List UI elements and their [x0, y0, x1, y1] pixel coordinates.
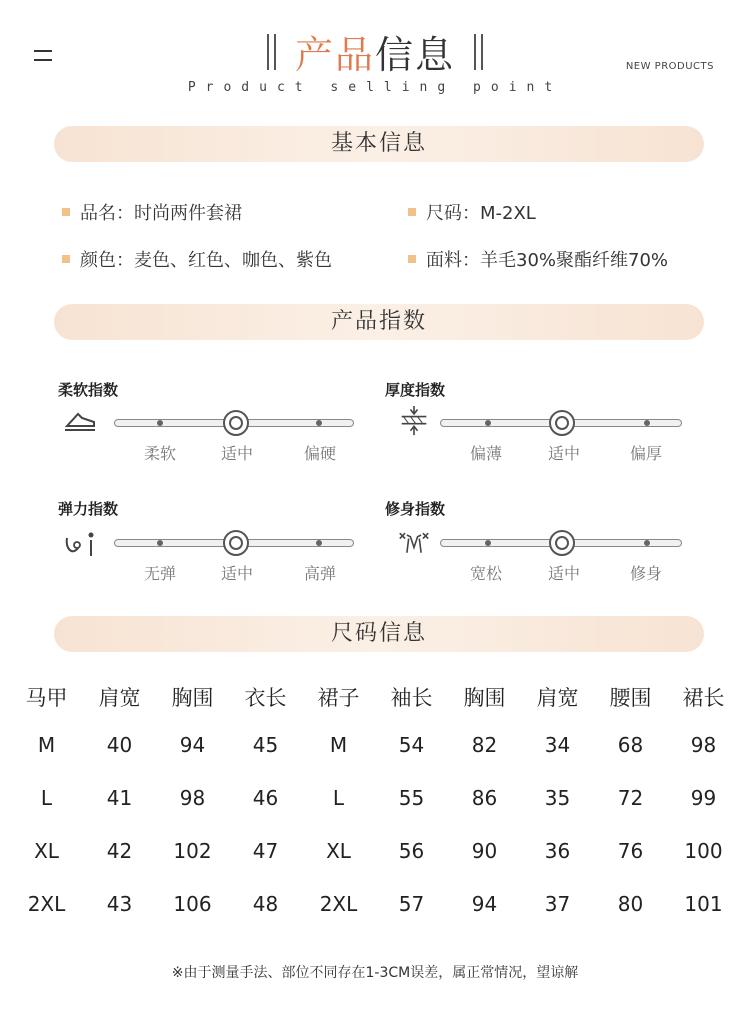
table-cell: 34 — [544, 732, 571, 757]
slider-knob — [223, 530, 249, 556]
table-cell: 55 — [398, 785, 425, 810]
slider-dot — [316, 420, 322, 426]
bullet-icon — [408, 255, 416, 263]
scale-label: 偏厚 — [629, 444, 662, 463]
scale-label: 适中 — [220, 444, 253, 463]
table-cell: 54 — [398, 732, 425, 757]
slider-dot — [644, 420, 650, 426]
table-cell: 36 — [544, 838, 571, 863]
table-cell: 45 — [252, 732, 279, 757]
table-header-cell: 马甲 — [25, 686, 68, 710]
scale-label: 偏硬 — [303, 444, 336, 463]
table-cell: 94 — [179, 732, 206, 757]
scale-label: 高弹 — [303, 564, 336, 583]
table-header-cell: 腰围 — [609, 686, 652, 710]
table-header-row — [10, 676, 740, 718]
table-cell: 56 — [398, 838, 425, 863]
table-cell: 40 — [106, 732, 133, 757]
table-header-cell: 袖长 — [390, 686, 433, 710]
table-cell: 35 — [544, 785, 571, 810]
info-fabric: 面料：羊毛30%聚酯纤维70% — [408, 246, 668, 272]
stretch-icon — [64, 530, 96, 560]
scale-label: 适中 — [547, 444, 580, 463]
slider-dot — [644, 540, 650, 546]
table-header-cell: 衣长 — [244, 686, 287, 710]
scale-label: 适中 — [547, 564, 580, 583]
fit-icon — [398, 528, 430, 558]
bullet-icon — [62, 255, 70, 263]
slider-dot — [157, 540, 163, 546]
table-cell: 86 — [471, 785, 498, 810]
slider-dot — [157, 420, 163, 426]
info-colors: 颜色：麦色、红色、咖色、紫色 — [62, 246, 332, 272]
scale-label: 偏薄 — [469, 444, 502, 463]
table-cell: 57 — [398, 891, 425, 916]
table-cell: M — [329, 732, 348, 757]
index-label-stretch: 弹力指数 — [58, 500, 119, 518]
scale-label: 修身 — [629, 564, 662, 583]
title-suffix: 信息 — [375, 33, 456, 77]
table-cell: 43 — [106, 891, 133, 916]
title-prefix: 产品 — [294, 33, 375, 77]
table-header-cell: 裙长 — [682, 686, 725, 710]
table-cell: 90 — [471, 838, 498, 863]
index-label-thickness: 厚度指数 — [385, 381, 446, 399]
table-cell: 47 — [252, 838, 279, 863]
table-cell: 68 — [617, 732, 644, 757]
table-cell: 98 — [179, 785, 206, 810]
table-header-cell: 胸围 — [463, 686, 506, 710]
slider-knob — [223, 410, 249, 436]
table-row — [10, 877, 740, 930]
section-size-info: 尺码信息 — [54, 616, 704, 652]
page-subtitle: Product selling point — [187, 80, 563, 95]
table-cell: 94 — [471, 891, 498, 916]
table-cell: 2XL — [319, 891, 358, 916]
table-cell: L — [332, 785, 345, 810]
table-cell: 106 — [173, 891, 212, 916]
table-row — [10, 771, 740, 824]
table-cell: 80 — [617, 891, 644, 916]
table-cell: M — [37, 732, 56, 757]
shoe-icon — [64, 408, 96, 438]
table-cell: 82 — [471, 732, 498, 757]
slider-knob — [549, 410, 575, 436]
slider-dot — [485, 540, 491, 546]
table-cell: 76 — [617, 838, 644, 863]
table-header-cell: 裙子 — [317, 686, 360, 710]
index-label-softness: 柔软指数 — [58, 381, 119, 399]
table-cell: 100 — [684, 838, 723, 863]
table-cell: 41 — [106, 785, 133, 810]
title-divider-right — [474, 34, 483, 70]
scale-label: 无弹 — [143, 564, 176, 583]
table-cell: 2XL — [27, 891, 66, 916]
table-header-cell: 肩宽 — [98, 686, 141, 710]
info-product-name: 品名：时尚两件套裙 — [62, 199, 242, 225]
slider-dot — [485, 420, 491, 426]
table-cell: XL — [326, 838, 351, 863]
index-label-fit: 修身指数 — [385, 500, 446, 518]
table-cell: 46 — [252, 785, 279, 810]
slider-dot — [316, 540, 322, 546]
table-cell: 37 — [544, 891, 571, 916]
slider-stretch — [114, 539, 354, 547]
section-basic-info: 基本信息 — [54, 126, 704, 162]
slider-softness — [114, 419, 354, 427]
table-cell: 98 — [690, 732, 717, 757]
new-products-tag: NEW PRODUCTS — [625, 61, 714, 72]
slider-knob — [549, 530, 575, 556]
table-cell: 48 — [252, 891, 279, 916]
section-product-index: 产品指数 — [54, 304, 704, 340]
bullet-icon — [62, 208, 70, 216]
slider-fit — [440, 539, 682, 547]
size-table — [10, 676, 740, 930]
info-size-range: 尺码：M-2XL — [408, 199, 536, 225]
table-cell: 101 — [684, 891, 723, 916]
table-header-cell: 胸围 — [171, 686, 214, 710]
title-divider-left — [267, 34, 276, 70]
table-cell: 102 — [173, 838, 212, 863]
footnote: ※由于测量手法、部位不同存在1-3CM误差，属正常情况，望谅解 — [171, 965, 579, 981]
scale-label: 适中 — [220, 564, 253, 583]
table-row — [10, 824, 740, 877]
thickness-icon — [398, 406, 430, 436]
scale-label: 柔软 — [143, 444, 176, 463]
slider-thickness — [440, 419, 682, 427]
table-cell: 42 — [106, 838, 133, 863]
table-row — [10, 718, 740, 771]
table-header-cell: 肩宽 — [536, 686, 579, 710]
table-cell: XL — [34, 838, 59, 863]
table-cell: L — [40, 785, 53, 810]
bullet-icon — [408, 208, 416, 216]
table-cell: 72 — [617, 785, 644, 810]
table-cell: 99 — [690, 785, 717, 810]
scale-label: 宽松 — [469, 564, 502, 583]
